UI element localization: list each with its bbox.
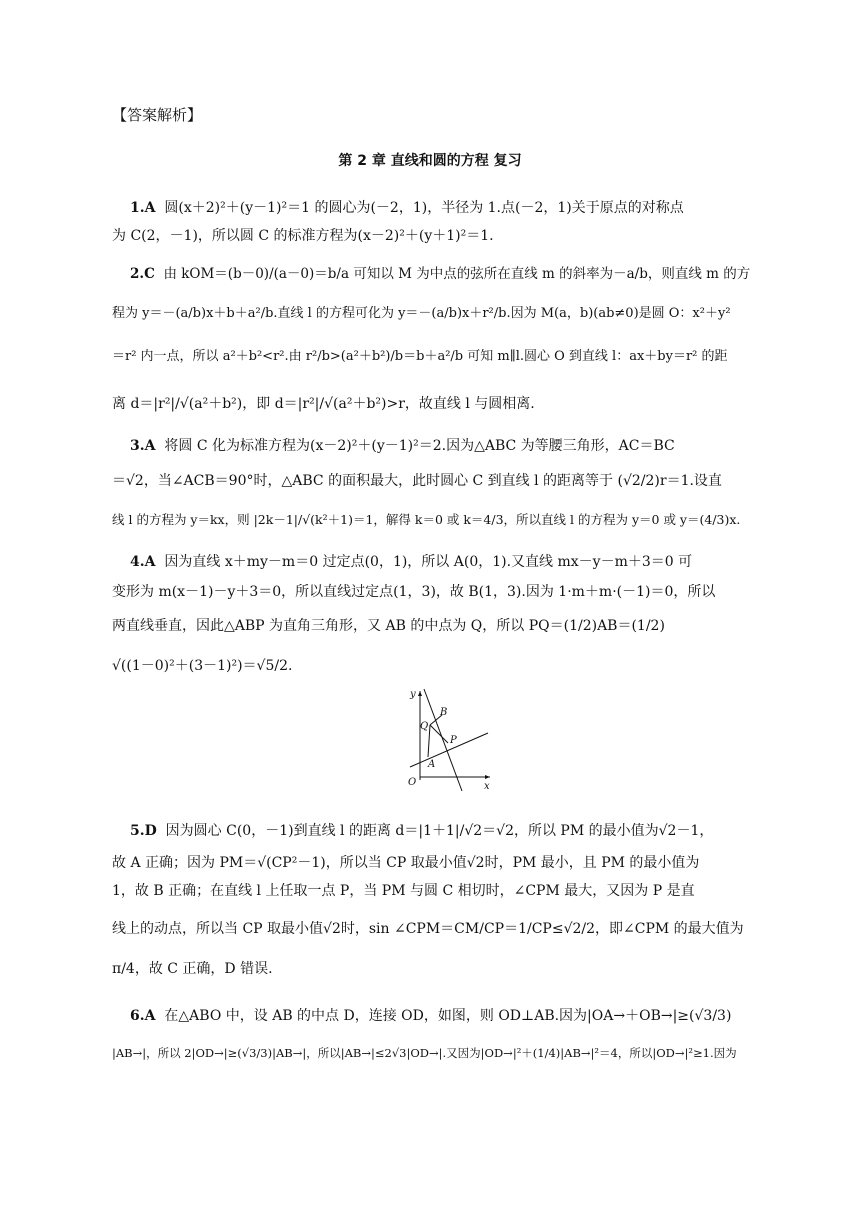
item-1-line-1: 1.A 圆(x＋2)²＋(y－1)²＝1 的圆心为(－2，1)，半径为 1.点(－2，1)关于原点的对称点 <box>130 200 684 216</box>
item-4-line-3: 两直线垂直，因此△ABP 为直角三角形，又 AB 的中点为 Q，所以 PQ＝(1/2)AB＝(1/2) <box>112 618 665 634</box>
label-a: A <box>428 759 436 770</box>
coordinate-figure-svg <box>390 685 500 795</box>
item-2-line-2: 程为 y＝－(a/b)x＋b＋a²/b.直线 l 的方程可化为 y＝－(a/b)x＋r²/b.因为 M(a，b)(ab≠0)是圆 O：x²＋y² <box>112 306 731 321</box>
item-2-line-3: ＝r² 内一点，所以 a²＋b²<r².由 r²/b>(a²＋b²)/b＝b＋a²/b 可知 m∥l.圆心 O 到直线 l：ax＋by＝r² 的距 <box>112 349 728 364</box>
segment-q-p <box>430 725 448 743</box>
label-y: y <box>410 689 416 700</box>
x-axis-arrow-icon <box>485 775 490 779</box>
item-2-line-1: 2.C 由 kOM＝(b－0)/(a－0)＝b/a 可知以 M 为中点的弦所在直线 m 的斜率为－a/b，则直线 m 的方 <box>130 266 751 282</box>
item-3-line-2: ＝√2，当∠ACB＝90°时，△ABC 的面积最大，此时圆心 C 到直线 l 的距离等于 (√2/2)r＝1.设直 <box>112 473 722 489</box>
item-3-line-1: 3.A 将圆 C 化为标准方程为(x－2)²＋(y－1)²＝2.因为△ABC 为等腰三角形，AC＝BC <box>130 438 675 454</box>
item-5-line-2: 故 A 正确；因为 PM＝√(CP²－1)，所以当 CP 取最小值√2时，PM 最小，且 PM 的最小值为 <box>112 855 700 871</box>
item-5-line-5: π/4，故 C 正确，D 错误. <box>112 961 273 977</box>
item-5-line-4: 线上的动点，所以当 CP 取最小值√2时，sin ∠CPM＝CM/CP＝1/CP≤√2/2，即∠CPM 的最大值为 <box>112 921 744 937</box>
label-b: B <box>440 707 448 718</box>
label-x: x <box>484 781 490 792</box>
item-2-line-4: 离 d＝|r²|/√(a²＋b²)，即 d＝|r²|/√(a²＋b²)>r，故直线 l 与圆相离. <box>112 396 535 412</box>
segment-q-a <box>428 725 430 757</box>
item-6-line-1: 6.A 在△ABO 中，设 AB 的中点 D，连接 OD，如图，则 OD⊥AB.因为|OA→＋OB→|≥(√3/3) <box>130 1008 732 1024</box>
item-6-line-2: |AB→|，所以 2|OD→|≥(√3/3)|AB→|，所以|AB→|≤2√3|OD→|.又因为|OD→|²＋(1/4)|AB→|²＝4，所以|OD→|²≥1.因为 <box>112 1046 737 1060</box>
coordinate-figure <box>390 685 500 795</box>
chapter-title: 第 2 章 直线和圆的方程 复习 <box>338 153 522 169</box>
item-3-line-3: 线 l 的方程为 y＝kx，则 |2k－1|/√(k²＋1)＝1，解得 k＝0 或 k＝4/3，所以直线 l 的方程为 y＝0 或 y＝(4/3)x. <box>112 512 741 527</box>
item-1-line-2: 为 C(2，－1)，所以圆 C 的标准方程为(x－2)²＋(y＋1)²＝1. <box>112 228 494 244</box>
answer-header: 【答案解析】 <box>112 106 203 124</box>
item-4-line-1: 4.A 因为直线 x＋my－m＝0 过定点(0，1)，所以 A(0，1).又直线 mx－y－m＋3＝0 可 <box>130 554 693 570</box>
y-axis-arrow-icon <box>418 691 422 696</box>
line-through-a-p <box>410 733 488 767</box>
label-q: Q <box>420 721 429 732</box>
item-4-line-4: √((1－0)²＋(3－1)²)＝√5/2. <box>112 658 293 674</box>
label-o: O <box>408 777 417 788</box>
item-5-line-3: 1，故 B 正确；在直线 l 上任取一点 P，当 PM 与圆 C 相切时，∠CPM 最大，又因为 P 是直 <box>112 883 695 899</box>
item-5-line-1: 5.D 因为圆心 C(0，－1)到直线 l 的距离 d＝|1＋1|/√2＝√2，所以 PM 的最小值为√2－1， <box>130 823 714 839</box>
label-p: P <box>450 735 457 746</box>
item-4-line-2: 变形为 m(x－1)－y＋3＝0，所以直线过定点(1，3)，故 B(1，3).因为 1·m＋m·(－1)＝0，所以 <box>112 584 716 600</box>
